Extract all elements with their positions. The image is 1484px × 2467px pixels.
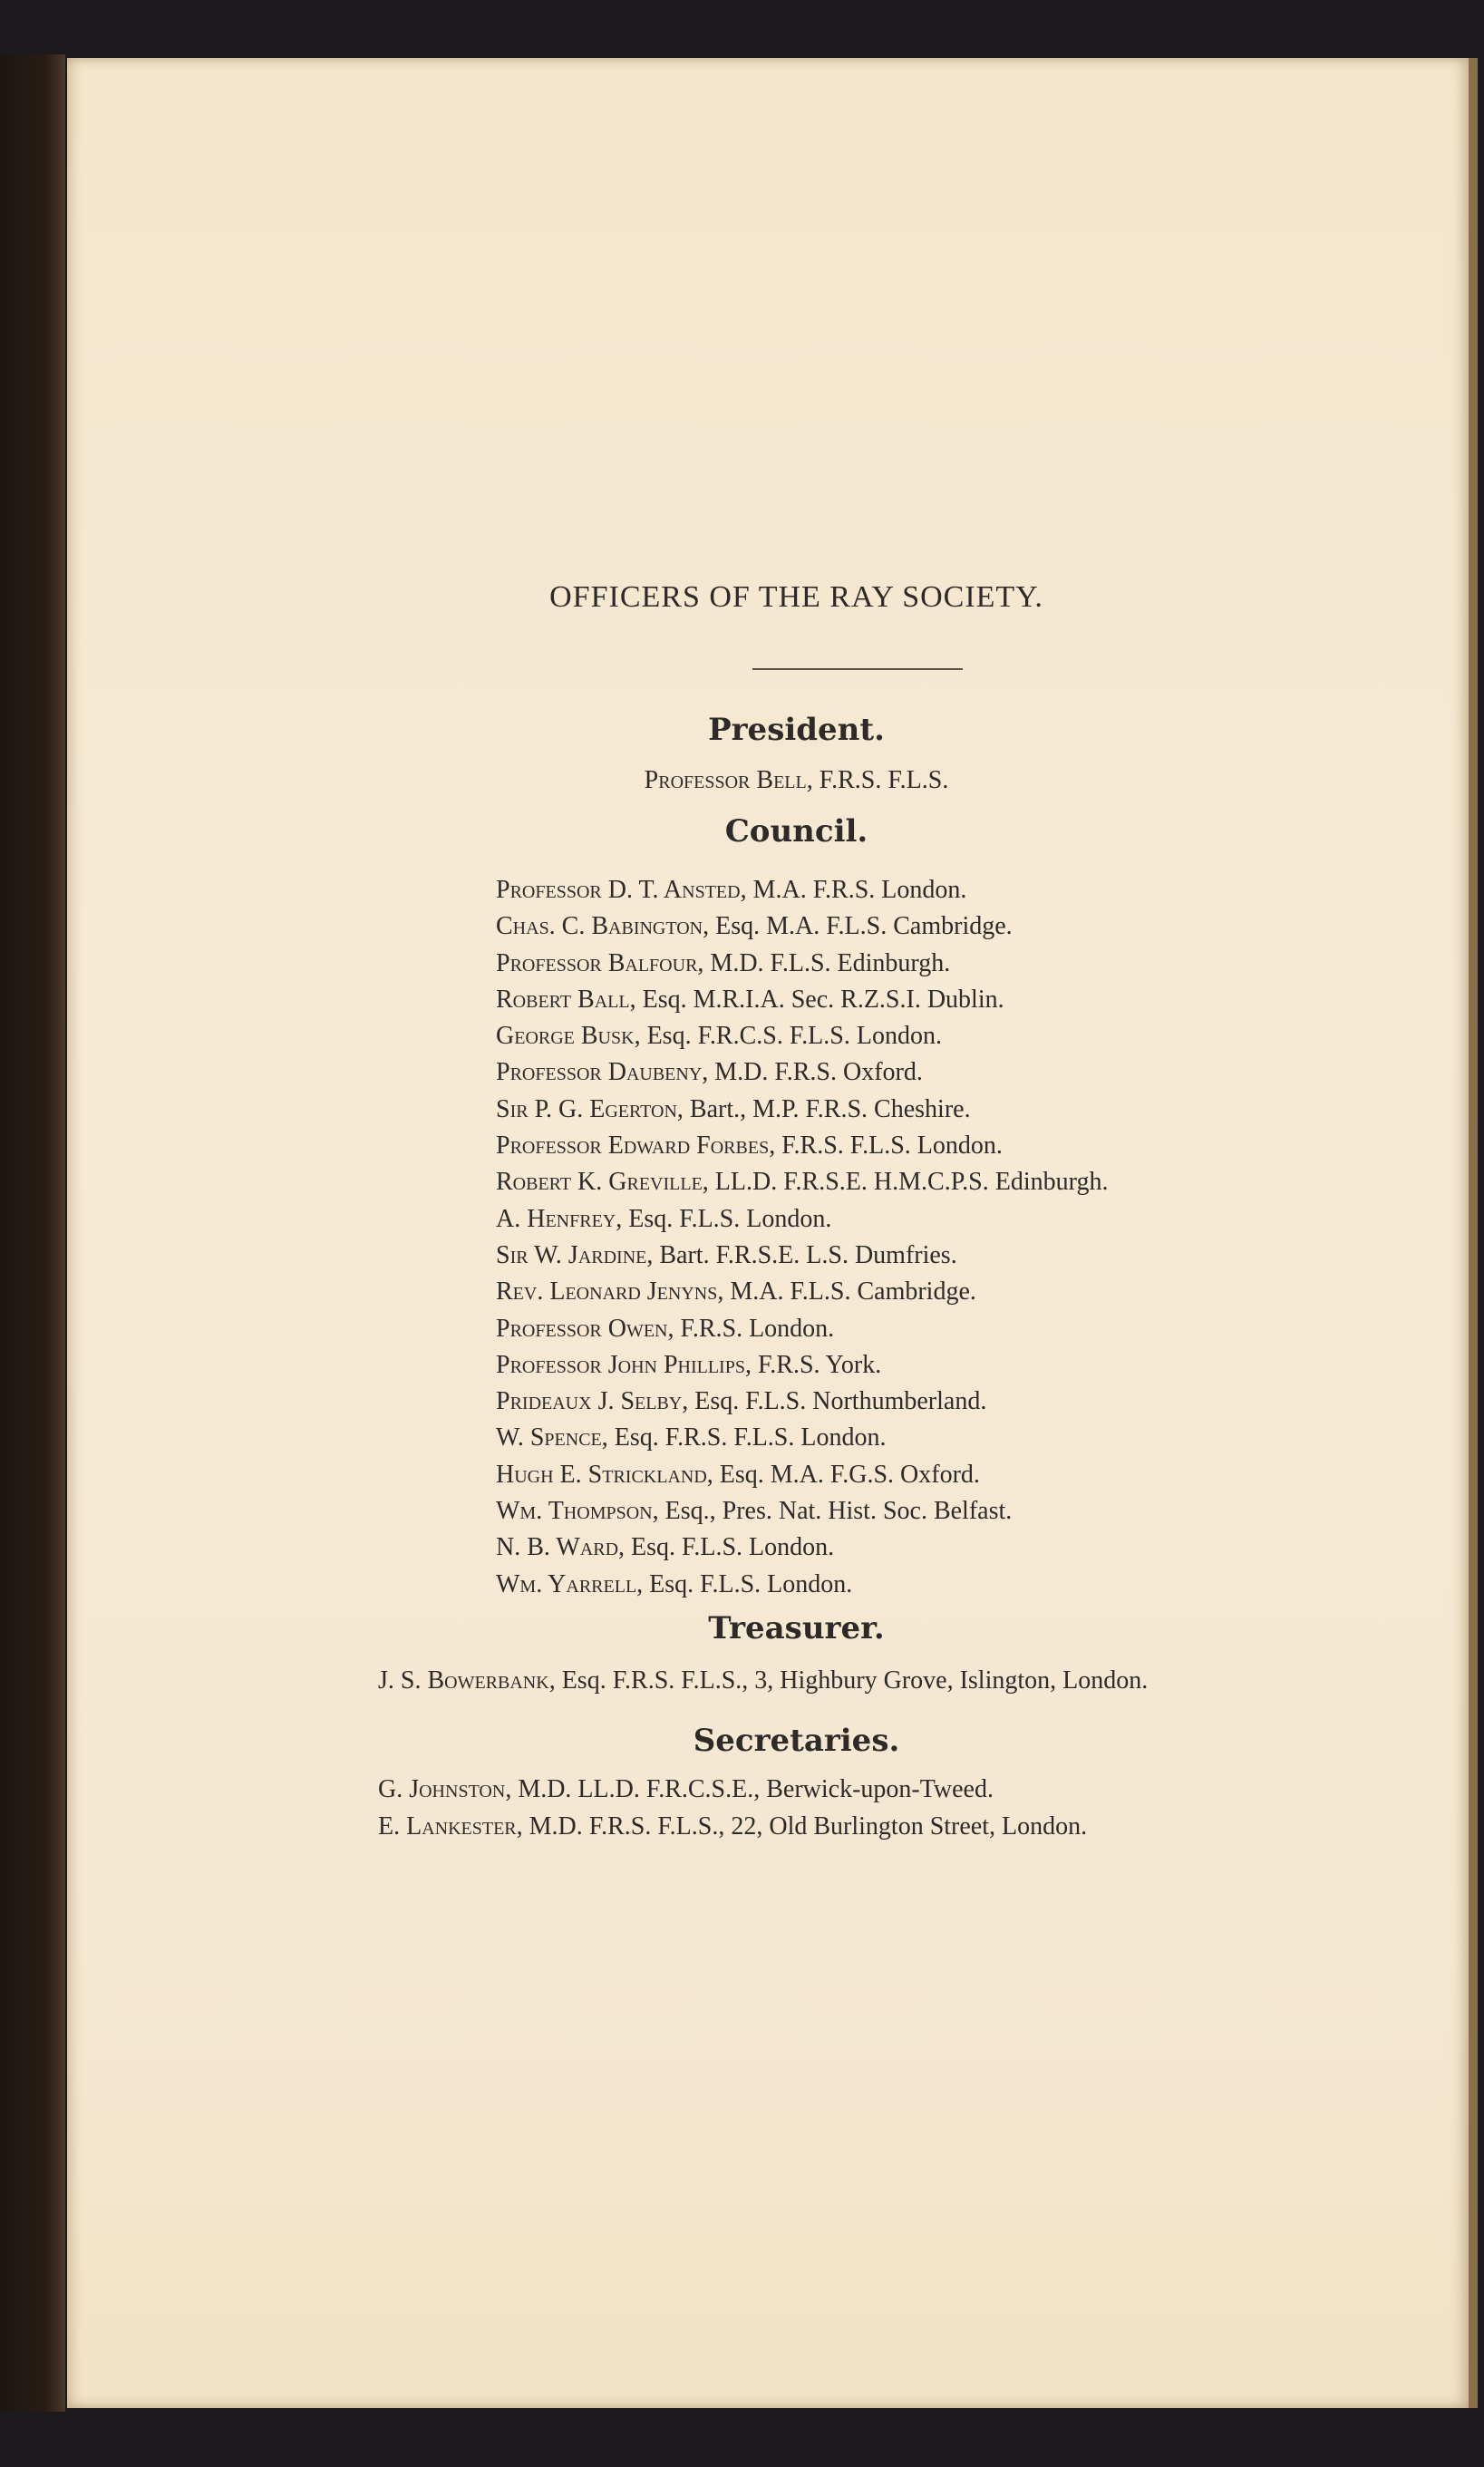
entry-name: Professor Edward Forbes [496, 1132, 770, 1161]
entry-name: Wm. Yarrell [496, 1569, 637, 1598]
divider-rule [752, 668, 963, 670]
council-heading: Council. [724, 813, 868, 850]
council-entry [496, 1201, 1108, 1238]
entry-name: W. Spence [496, 1423, 602, 1452]
secretary-entry [378, 1775, 994, 1804]
entry-name: Professor Owen [496, 1314, 668, 1343]
entry-details: , F.R.S. F.L.S. [806, 766, 949, 794]
council-entry [496, 1567, 1108, 1603]
council-list [496, 872, 1108, 1603]
secretary-entry [378, 1812, 1087, 1841]
council-entry [496, 1311, 1108, 1347]
entry-name: Wm. Thompson [496, 1497, 653, 1526]
secretaries-heading: Secretaries. [693, 1723, 900, 1759]
entry-details: , Esq. M.A. F.L.S. Cambridge. [703, 912, 1013, 941]
entry-details: , M.D. F.L.S. Edinburgh. [697, 948, 951, 977]
entry-details: , Esq. F.L.S. Northumberland. [682, 1387, 987, 1416]
president-entry [0, 766, 1484, 795]
entry-details: , Esq. F.R.S. F.L.S. London. [601, 1423, 887, 1452]
entry-name: N. B. Ward [496, 1533, 619, 1562]
entry-name: Robert K. Greville [496, 1168, 703, 1197]
entry-details: , Esq. F.L.S. London. [618, 1533, 835, 1562]
entry-details: , Esq., Pres. Nat. Hist. Soc. Belfast. [652, 1497, 1013, 1526]
entry-name: Professor John Phillips [496, 1350, 745, 1379]
council-entry [496, 1384, 1108, 1420]
entry-name: Professor D. T. Ansted [496, 876, 741, 904]
entry-name: Hugh E. Strickland [496, 1460, 707, 1489]
council-entry [496, 1238, 1108, 1274]
council-entry [496, 1347, 1108, 1384]
entry-name: A. Henfrey [496, 1204, 616, 1233]
entry-details: , F.R.S. London. [667, 1314, 835, 1343]
entry-details: , Esq. M.A. F.G.S. Oxford. [706, 1460, 980, 1489]
entry-name: E. Lankester [378, 1812, 517, 1841]
entry-details: , F.R.S. F.L.S. London. [769, 1132, 1003, 1161]
council-entry [496, 1457, 1108, 1493]
entry-name: J. S. Bowerbank [378, 1666, 549, 1695]
entry-details: , Esq. F.R.S. F.L.S., 3, Highbury Grove, Islington, London. [548, 1666, 1149, 1695]
council-entry [496, 872, 1108, 908]
treasurer-entry [378, 1666, 1148, 1695]
entry-name: George Busk [496, 1022, 635, 1051]
council-entry [496, 982, 1108, 1018]
council-entry [496, 908, 1108, 945]
treasurer-heading: Treasurer. [708, 1610, 885, 1646]
entry-details: , M.D. F.R.S. F.L.S., 22, Old Burlington Street, London. [516, 1812, 1088, 1841]
entry-details: , Esq. M.R.I.A. Sec. R.Z.S.I. Dublin. [629, 985, 1004, 1014]
council-entry [496, 1420, 1108, 1456]
entry-details: , M.A. F.R.S. London. [740, 876, 967, 904]
entry-name: Professor Balfour [496, 948, 698, 977]
entry-details: , Esq. F.L.S. London. [616, 1204, 832, 1233]
entry-name: Sir P. G. Egerton [496, 1094, 677, 1123]
entry-details: , Bart. F.R.S.E. L.S. Dumfries. [646, 1240, 957, 1269]
entry-name: Sir W. Jardine [496, 1240, 647, 1269]
council-entry [496, 1530, 1108, 1566]
council-entry [496, 1274, 1108, 1310]
page-edge [1469, 58, 1478, 2408]
entry-details: , LL.D. F.R.S.E. H.M.C.P.S. Edinburgh. [702, 1168, 1109, 1197]
council-entry [496, 1493, 1108, 1530]
entry-details: , F.R.S. York. [744, 1350, 882, 1379]
entry-name: Robert Ball [496, 985, 630, 1014]
entry-details: , M.D. F.R.S. Oxford. [702, 1058, 923, 1087]
entry-details: , Bart., M.P. F.R.S. Cheshire. [676, 1094, 971, 1123]
entry-name: Professor Daubeny [496, 1058, 703, 1087]
council-entry [496, 1092, 1108, 1128]
page-title: OFFICERS OF THE RAY SOCIETY. [549, 580, 1043, 614]
entry-name: Professor Bell [644, 766, 807, 794]
council-entry [496, 1018, 1108, 1054]
entry-name: Chas. C. Babington [496, 912, 703, 941]
entry-details: , Esq. F.R.C.S. F.L.S. London. [634, 1022, 942, 1051]
council-entry [496, 1164, 1108, 1200]
council-entry [496, 946, 1108, 982]
president-heading: President. [708, 712, 885, 748]
council-entry [496, 1128, 1108, 1164]
entry-name: Rev. Leonard Jenyns [496, 1277, 718, 1306]
entry-name: Prideaux J. Selby [496, 1387, 683, 1416]
entry-details: , Esq. F.L.S. London. [636, 1569, 853, 1598]
entry-name: G. Johnston [378, 1775, 506, 1803]
entry-details: , M.A. F.L.S. Cambridge. [717, 1277, 976, 1306]
entry-details: , M.D. LL.D. F.R.C.S.E., Berwick-upon-Tweed. [505, 1775, 994, 1803]
book-spine-shadow [0, 54, 65, 2412]
council-entry [496, 1054, 1108, 1091]
